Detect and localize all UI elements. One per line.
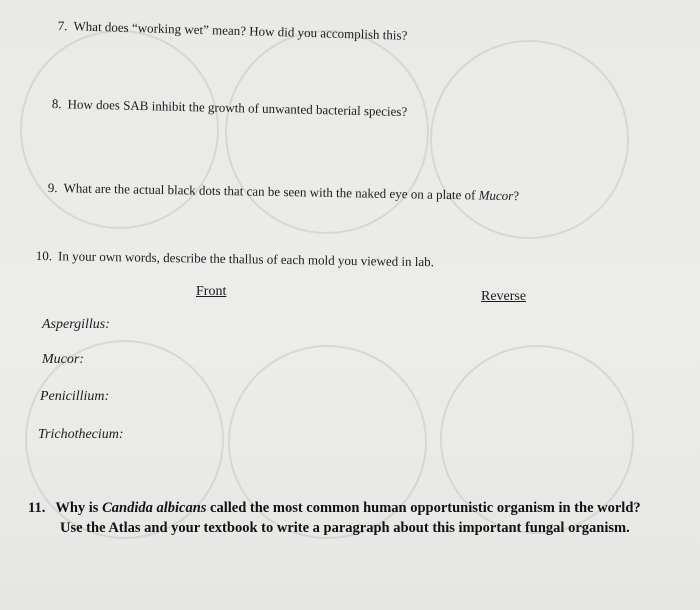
question-text: called the most common human opportunistic organism in the world? [206,500,641,516]
question-text: Why is [55,500,103,516]
bleed-through-circle [20,30,219,229]
question-text: What are the actual black dots that can be seen with the naked eye on a plate of [63,180,479,203]
bleed-through-circle [225,30,429,234]
organism-name: Mucor [478,187,514,204]
reverse-column-header: Reverse [481,289,527,304]
question-number: 7. [57,18,68,34]
mold-label-aspergillus: Aspergillus: [42,317,110,332]
question-11 [28,498,641,538]
question-number: 11. [28,500,46,516]
mold-label-trichothecium: Trichothecium: [38,427,124,442]
mold-label-penicillium: Penicillium: [40,389,110,404]
question-punctuation: ? [513,188,520,204]
organism-name: Candida albicans [102,500,207,516]
question-text: In your own words, describe the thallus of each mold you viewed in lab. [58,248,435,270]
question-text: How does SAB inhibit the growth of unwanted bacterial species? [67,96,408,120]
question-10 [36,248,434,270]
question-instruction: Use the Atlas and your textbook to write a paragraph about this important fungal organism. [60,520,630,536]
question-text: What does “working wet” mean? How did you accomplish this? [73,18,408,43]
question-number: 8. [51,96,62,112]
bleed-through-circle [430,40,629,239]
mold-label-mucor: Mucor: [42,352,84,367]
question-number: 9. [47,180,58,196]
question-number: 10. [35,248,53,264]
front-column-header: Front [196,284,227,299]
